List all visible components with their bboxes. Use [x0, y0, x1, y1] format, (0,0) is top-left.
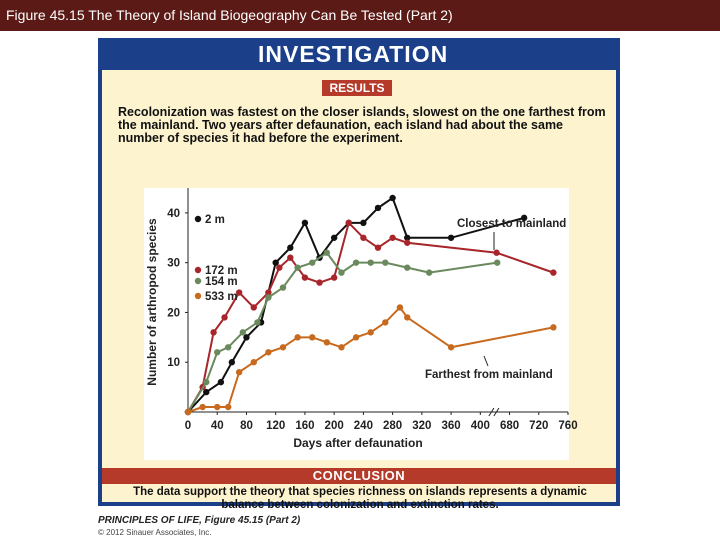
- data-point: [324, 339, 330, 345]
- data-point: [331, 274, 337, 280]
- y-axis-label: Number of arthropod species: [145, 218, 159, 386]
- data-point: [375, 205, 381, 211]
- data-point: [225, 404, 231, 410]
- data-point: [493, 250, 499, 256]
- x-tick-label: 160: [295, 420, 315, 432]
- data-point: [302, 220, 308, 226]
- species-chart: [144, 188, 578, 460]
- data-point: [346, 220, 352, 226]
- data-point: [214, 349, 220, 355]
- data-point: [185, 409, 191, 415]
- data-point: [389, 195, 395, 201]
- data-point: [324, 250, 330, 256]
- data-point: [426, 269, 432, 275]
- legend-marker: [195, 278, 201, 284]
- y-tick-label: 30: [167, 257, 180, 270]
- x-tick-label: 320: [412, 420, 432, 432]
- data-point: [265, 294, 271, 300]
- data-point: [236, 369, 242, 375]
- panel-body: [102, 70, 616, 511]
- data-point: [360, 220, 366, 226]
- data-point: [494, 259, 500, 265]
- x-tick-label: 240: [353, 420, 373, 432]
- legend-label: 172 m: [205, 265, 238, 277]
- data-point: [294, 264, 300, 270]
- data-point: [367, 259, 373, 265]
- series-line: [188, 307, 553, 412]
- data-point: [316, 279, 322, 285]
- legend-marker: [195, 293, 201, 299]
- data-point: [404, 240, 410, 246]
- legend-marker: [195, 267, 201, 273]
- legend-label: 533 m: [205, 291, 238, 303]
- x-tick-label: 720: [529, 420, 549, 432]
- copyright-text: © 2012 Sinauer Associates, Inc.: [98, 528, 212, 537]
- x-tick-label: 400: [470, 420, 490, 432]
- data-point: [254, 319, 260, 325]
- data-point: [221, 314, 227, 320]
- figure-credit: PRINCIPLES OF LIFE, Figure 45.15 (Part 2): [98, 515, 301, 526]
- x-tick-label: 760: [558, 420, 578, 432]
- data-point: [251, 304, 257, 310]
- data-point: [218, 379, 224, 385]
- conclusion-text: The data support the theory that species richness on islands represents a dynamic balance between colonization and extinction rates.: [133, 486, 587, 511]
- data-point: [302, 274, 308, 280]
- data-point: [251, 359, 257, 365]
- data-point: [203, 379, 209, 385]
- x-tick-label: 120: [266, 420, 286, 432]
- x-axis-label: Days after defaunation: [293, 436, 423, 450]
- data-point: [353, 334, 359, 340]
- data-point: [404, 264, 410, 270]
- legend-label: 154 m: [205, 276, 238, 288]
- x-tick-label: 0: [184, 420, 192, 432]
- data-point: [404, 314, 410, 320]
- data-point: [550, 269, 556, 275]
- data-point: [276, 264, 282, 270]
- data-point: [309, 334, 315, 340]
- data-point: [382, 259, 388, 265]
- data-point: [367, 329, 373, 335]
- annotation-pointer: [484, 356, 488, 366]
- data-point: [229, 359, 235, 365]
- x-tick-label: 40: [210, 420, 224, 432]
- data-point: [331, 235, 337, 241]
- data-point: [448, 235, 454, 241]
- data-point: [389, 235, 395, 241]
- data-point: [265, 349, 271, 355]
- data-point: [448, 344, 454, 350]
- y-tick-label: 10: [167, 357, 180, 370]
- data-point: [397, 304, 403, 310]
- data-point: [225, 344, 231, 350]
- data-point: [338, 269, 344, 275]
- data-point: [287, 254, 293, 260]
- x-tick-label: 280: [383, 420, 403, 432]
- data-point: [309, 259, 315, 265]
- data-point: [550, 324, 556, 330]
- data-point: [382, 319, 388, 325]
- investigation-panel: [98, 38, 620, 511]
- x-tick-label: 680: [499, 420, 520, 432]
- data-point: [353, 259, 359, 265]
- results-text: Recolonization was fastest on the closer islands, slowest on the one farthest from the mainland. Two years after defaunation, each island had about the same number of species it had before the experiment.: [118, 105, 606, 145]
- data-point: [240, 329, 246, 335]
- data-point: [294, 334, 300, 340]
- x-tick-label: 360: [441, 420, 461, 432]
- annotation-farthest: Farthest from mainland: [425, 369, 553, 381]
- data-point: [287, 245, 293, 251]
- data-point: [338, 344, 344, 350]
- data-point: [210, 329, 216, 335]
- annotation-closest: Closest to mainland: [457, 218, 567, 230]
- data-point: [280, 344, 286, 350]
- y-tick-label: 20: [167, 307, 180, 320]
- x-tick-label: 200: [324, 420, 344, 432]
- results-label: RESULTS: [322, 80, 392, 96]
- investigation-title: INVESTIGATION: [258, 41, 449, 67]
- data-point: [280, 284, 286, 290]
- data-point: [199, 404, 205, 410]
- legend-label: 2 m: [205, 214, 225, 226]
- data-point: [360, 235, 366, 241]
- conclusion-label: CONCLUSION: [312, 468, 406, 483]
- data-point: [214, 404, 220, 410]
- slide-title: Figure 45.15 The Theory of Island Biogeography Can Be Tested (Part 2): [0, 0, 720, 31]
- legend-marker: [195, 216, 201, 222]
- data-point: [375, 245, 381, 251]
- x-tick-label: 80: [240, 420, 253, 432]
- y-tick-label: 40: [167, 207, 180, 220]
